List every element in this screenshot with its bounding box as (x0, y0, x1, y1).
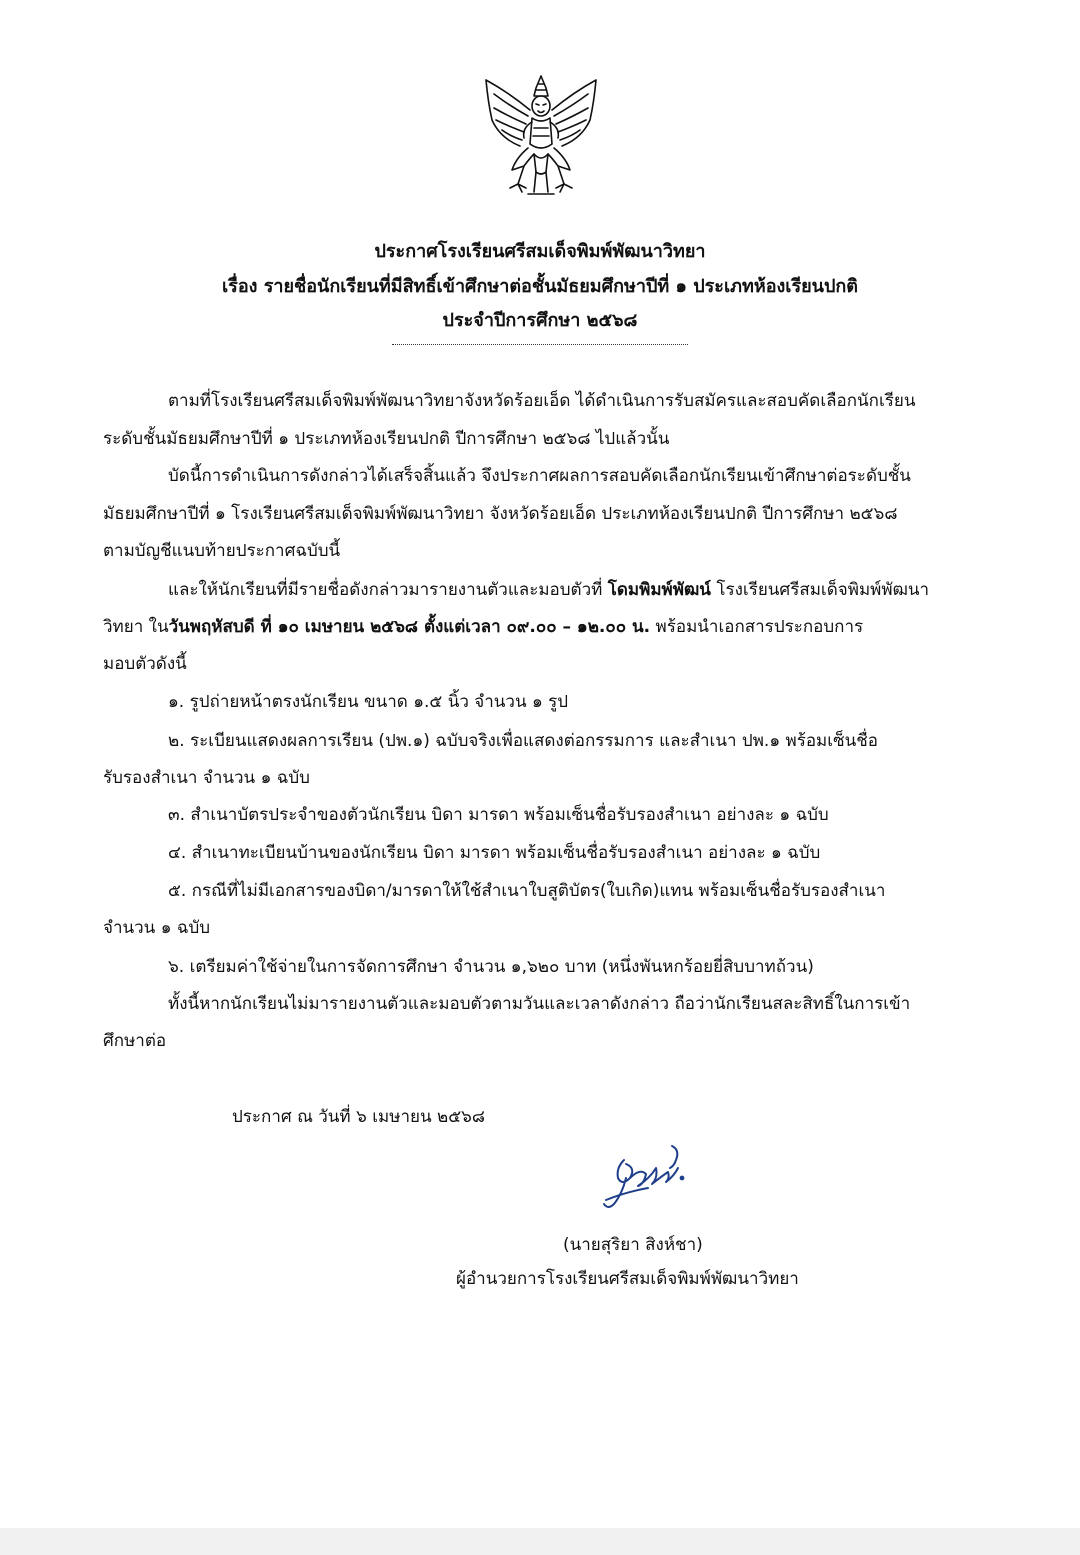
report-datetime: วันพฤหัสบดี ที่ ๑๐ เมษายน ๒๕๖๘ ตั้งแต่เวลา ๐๙.๐๐ – ๑๒.๐๐ น. (168, 617, 651, 637)
p3-l2-text-a: วิทยา ใน (103, 617, 169, 637)
list-item-2-line-1: ๒. ระเบียนแสดงผลการเรียน (ปพ.๑) ฉบับจริงเพื่อแสดงต่อกรรมการ และสำเนา ปพ.๑ พร้อมเซ็นชื่อ (168, 731, 878, 751)
list-item-5-line-1: ๕. กรณีที่ไม่มีเอกสารของบิดา/มารดาให้ใช้สำเนาใบสูติบัตร(ใบเกิด)แทน พร้อมเซ็นชื่อรับรองสำเนา (168, 881, 886, 901)
announcement-date: ประกาศ ณ วันที่ ๖ เมษายน ๒๕๖๘ (232, 1107, 485, 1127)
paragraph-2-line-3: ตามบัญชีแนบท้ายประกาศฉบับนี้ (103, 541, 341, 561)
paragraph-3-line-1 (168, 576, 929, 603)
p3-l2-text-c: พร้อมนำเอกสารประกอบการ (650, 617, 864, 637)
list-item-2-line-2: รับรองสำเนา จำนวน ๑ ฉบับ (103, 768, 310, 788)
paragraph-3-line-3: มอบตัวดังนี้ (103, 654, 187, 674)
signature-image (596, 1138, 692, 1218)
paragraph-1-line-2: ระดับชั้นมัธยมศึกษาปีที่ ๑ ประเภทห้องเรียนปกติ ปีการศึกษา ๒๕๖๘ ไปแล้วนั้น (103, 429, 670, 449)
paragraph-4-line-2: ศึกษาต่อ (103, 1031, 167, 1051)
paragraph-2-line-1: บัดนี้การดำเนินการดังกล่าวได้เสร็จสิ้นแล้ว จึงประกาศผลการสอบคัดเลือกนักเรียนเข้าศึกษาต่อระดับชั้น (168, 466, 911, 486)
paragraph-4-line-1: ทั้งนี้หากนักเรียนไม่มารายงานตัวและมอบตัวตามวันและเวลาดังกล่าว ถือว่านักเรียนสละสิทธิ์ในการเข้า (168, 994, 911, 1014)
title-line-2: เรื่อง รายชื่อนักเรียนที่มีสิทธิ์เข้าศึกษาต่อชั้นมัธยมศึกษาปีที่ ๑ ประเภทห้องเรียนปกติ (222, 276, 858, 297)
list-item-5-line-2: จำนวน ๑ ฉบับ (103, 918, 211, 938)
paragraph-2-line-2: มัธยมศึกษาปีที่ ๑ โรงเรียนศรีสมเด็จพิมพ์พัฒนาวิทยา จังหวัดร้อยเอ็ด ประเภทห้องเรียนปกติ ปีการศึกษา ๒๕๖๘ (103, 504, 898, 524)
list-item-3: ๓. สำเนาบัตรประจำของตัวนักเรียน บิดา มารดา พร้อมเซ็นชื่อรับรองสำเนา อย่างละ ๑ ฉบับ (168, 805, 829, 825)
signer-title: ผู้อำนวยการโรงเรียนศรีสมเด็จพิมพ์พัฒนาวิทยา (456, 1269, 799, 1289)
viewer-bottom-strip (0, 1528, 1080, 1555)
signer-name: (นายสุริยา สิงห์ชา) (563, 1235, 703, 1255)
p3-l1-text-a: และให้นักเรียนที่มีรายชื่อดังกล่าวมารายงานตัวและมอบตัวที่ (168, 580, 608, 600)
venue-name: โดมพิมพ์พัฒน์ (607, 580, 711, 600)
paragraph-3-line-2 (103, 613, 863, 640)
list-item-4: ๔. สำเนาทะเบียนบ้านของนักเรียน บิดา มารดา พร้อมเซ็นชื่อรับรองสำเนา อย่างละ ๑ ฉบับ (168, 843, 821, 863)
title-divider (392, 344, 688, 345)
paragraph-1-line-1: ตามที่โรงเรียนศรีสมเด็จพิมพ์พัฒนาวิทยาจังหวัดร้อยเอ็ด ได้ดำเนินการรับสมัครและสอบคัดเลือกนักเรียน (168, 391, 916, 411)
list-item-6: ๖. เตรียมค่าใช้จ่ายในการจัดการศึกษา จำนวน ๑,๖๒๐ บาท (หนึ่งพันหกร้อยยี่สิบบาทถ้วน) (168, 957, 814, 977)
p3-l1-text-c: โรงเรียนศรีสมเด็จพิมพ์พัฒนา (710, 580, 930, 600)
title-line-3: ประจำปีการศึกษา ๒๕๖๘ (442, 310, 638, 331)
list-item-1: ๑. รูปถ่ายหน้าตรงนักเรียน ขนาด ๑.๕ นิ้ว จำนวน ๑ รูป (168, 692, 569, 712)
garuda-emblem (478, 72, 604, 202)
title-line-1: ประกาศโรงเรียนศรีสมเด็จพิมพ์พัฒนาวิทยา (374, 241, 706, 262)
